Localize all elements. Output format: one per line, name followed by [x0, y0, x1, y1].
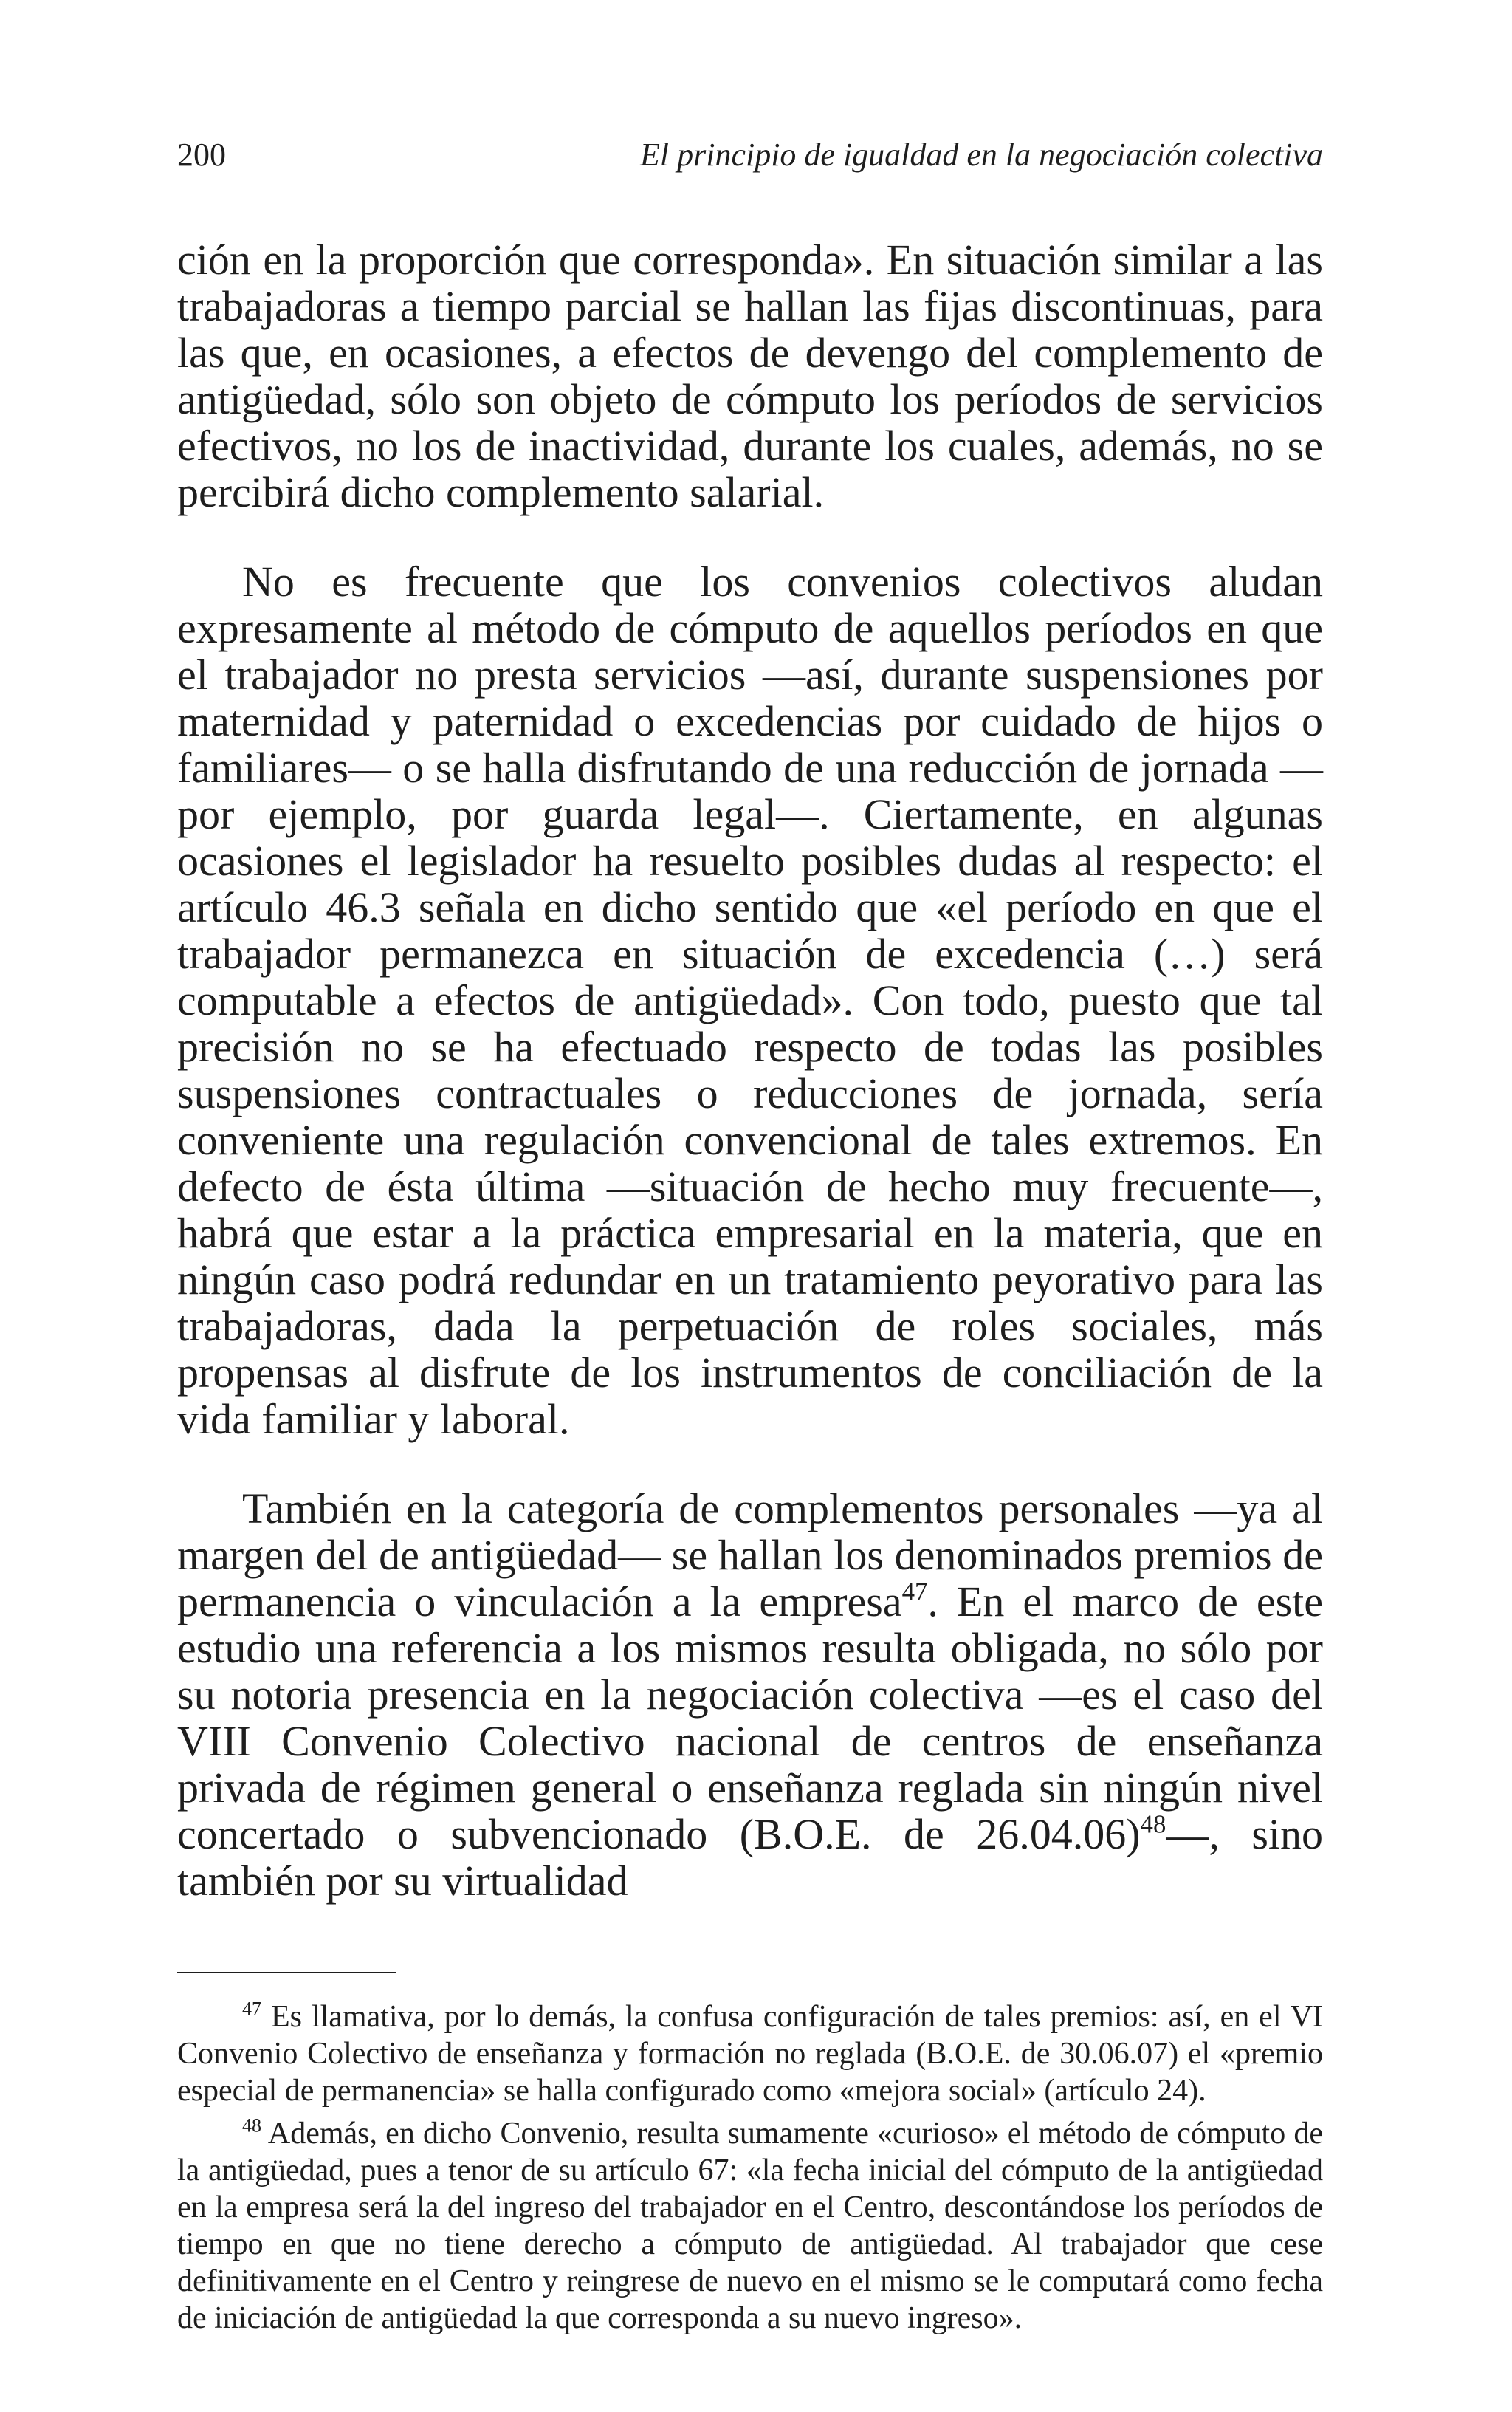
running-title: El principio de igualdad en la negociación colectiva: [640, 137, 1323, 173]
paragraph-2: No es frecuente que los convenios colectivos aludan expresamente al método de cómputo de aquellos períodos en que el trabajador no presta servicios —así, durante suspensiones por maternidad y paternidad o excedencias por cuidado de hijos o familiares— o se halla disfrutando de una reducción de jornada —por ejemplo, por guarda legal—. Ciertamente, en algunas ocasiones el legislador ha resuelto posibles dudas al respecto: el artículo 46.3 señala en dicho sentido que «el período en que el trabajador permanezca en situación de excedencia (…) será computable a efectos de antigüedad». Con todo, puesto que tal precisión no se ha efectuado respecto de todas las posibles suspensiones contractuales o reducciones de jornada, sería conveniente una regulación convencional de tales extremos. En defecto de ésta última —situación de hecho muy frecuente—, habrá que estar a la práctica empresarial en la materia, que en ningún caso podrá redundar en un tratamiento peyorativo para las trabajadoras, dada la perpetuación de roles sociales, más propensas al disfrute de los instrumentos de conciliación de la vida familiar y laboral.: [177, 558, 1323, 1443]
paragraph-3-text-c: —, sino también por su virtualidad: [177, 1810, 1323, 1905]
footnote-text: Además, en dicho Convenio, resulta sumamente «curioso» el método de cómputo de la antigüedad, pues a tenor de su artículo 67: «la fecha inicial del cómputo de la antigüedad en la empresa será la del ingreso del trabajador en el Centro, descontándose los períodos de tiempo en que no tiene derecho a cómputo de antigüedad. Al trabajador que cese definitivamente en el Centro y reingrese de nuevo en el mismo se le computará como fecha de iniciación de antigüedad la que corresponda a su nuevo ingreso».: [177, 2117, 1324, 2335]
paragraph-3-text-b: . En el marco de este estudio una referencia a los mismos resulta obligada, no sólo por su notoria presencia en la negociación colectiva —es el caso del VIII Convenio Colectivo nacional de centros de enseñanza privada de régimen general o enseñanza reglada sin ningún nivel concertado o subvencionado (B.O.E. de 26.04.06): [177, 1577, 1323, 1858]
paragraph-3: [177, 1485, 1323, 1904]
paragraph-1: ción en la proporción que corresponda». En situación similar a las trabajadoras a tiempo parcial se hallan las fijas discontinuas, para las que, en ocasiones, a efectos de devengo del complemento de antigüedad, sólo son objeto de cómputo los períodos de servicios efectivos, no los de inactividad, durante los cuales, además, no se percibirá dicho complemento salarial.: [177, 236, 1323, 516]
footnote-ref-48[interactable]: 48: [1140, 1809, 1166, 1839]
footnote-48: [177, 2115, 1323, 2337]
paragraph-3-text-a: También en la categoría de complementos personales —ya al margen del de antigüedad— se hallan los denominados premios de permanencia o vinculación a la empresa: [177, 1484, 1323, 1625]
footnotes: [177, 1998, 1323, 2337]
footnote-text: Es llamativa, por lo demás, la confusa configuración de tales premios: así, en el VI Convenio Colectivo de enseñanza y formación no reglada (B.O.E. de 30.06.07) el «premio especial de permanencia» se halla configurado como «mejora social» (artículo 24).: [177, 2000, 1324, 2108]
footnote-separator: [177, 1972, 396, 1973]
footnote-47: [177, 1998, 1323, 2109]
book-page: [177, 133, 1323, 2337]
running-head: [177, 133, 1323, 177]
footnote-ref-47[interactable]: 47: [901, 1577, 928, 1606]
page-number: 200: [177, 137, 226, 173]
footnote-number: 47: [242, 1998, 262, 2020]
body-text: [177, 236, 1323, 1904]
footnote-number: 48: [242, 2114, 262, 2137]
